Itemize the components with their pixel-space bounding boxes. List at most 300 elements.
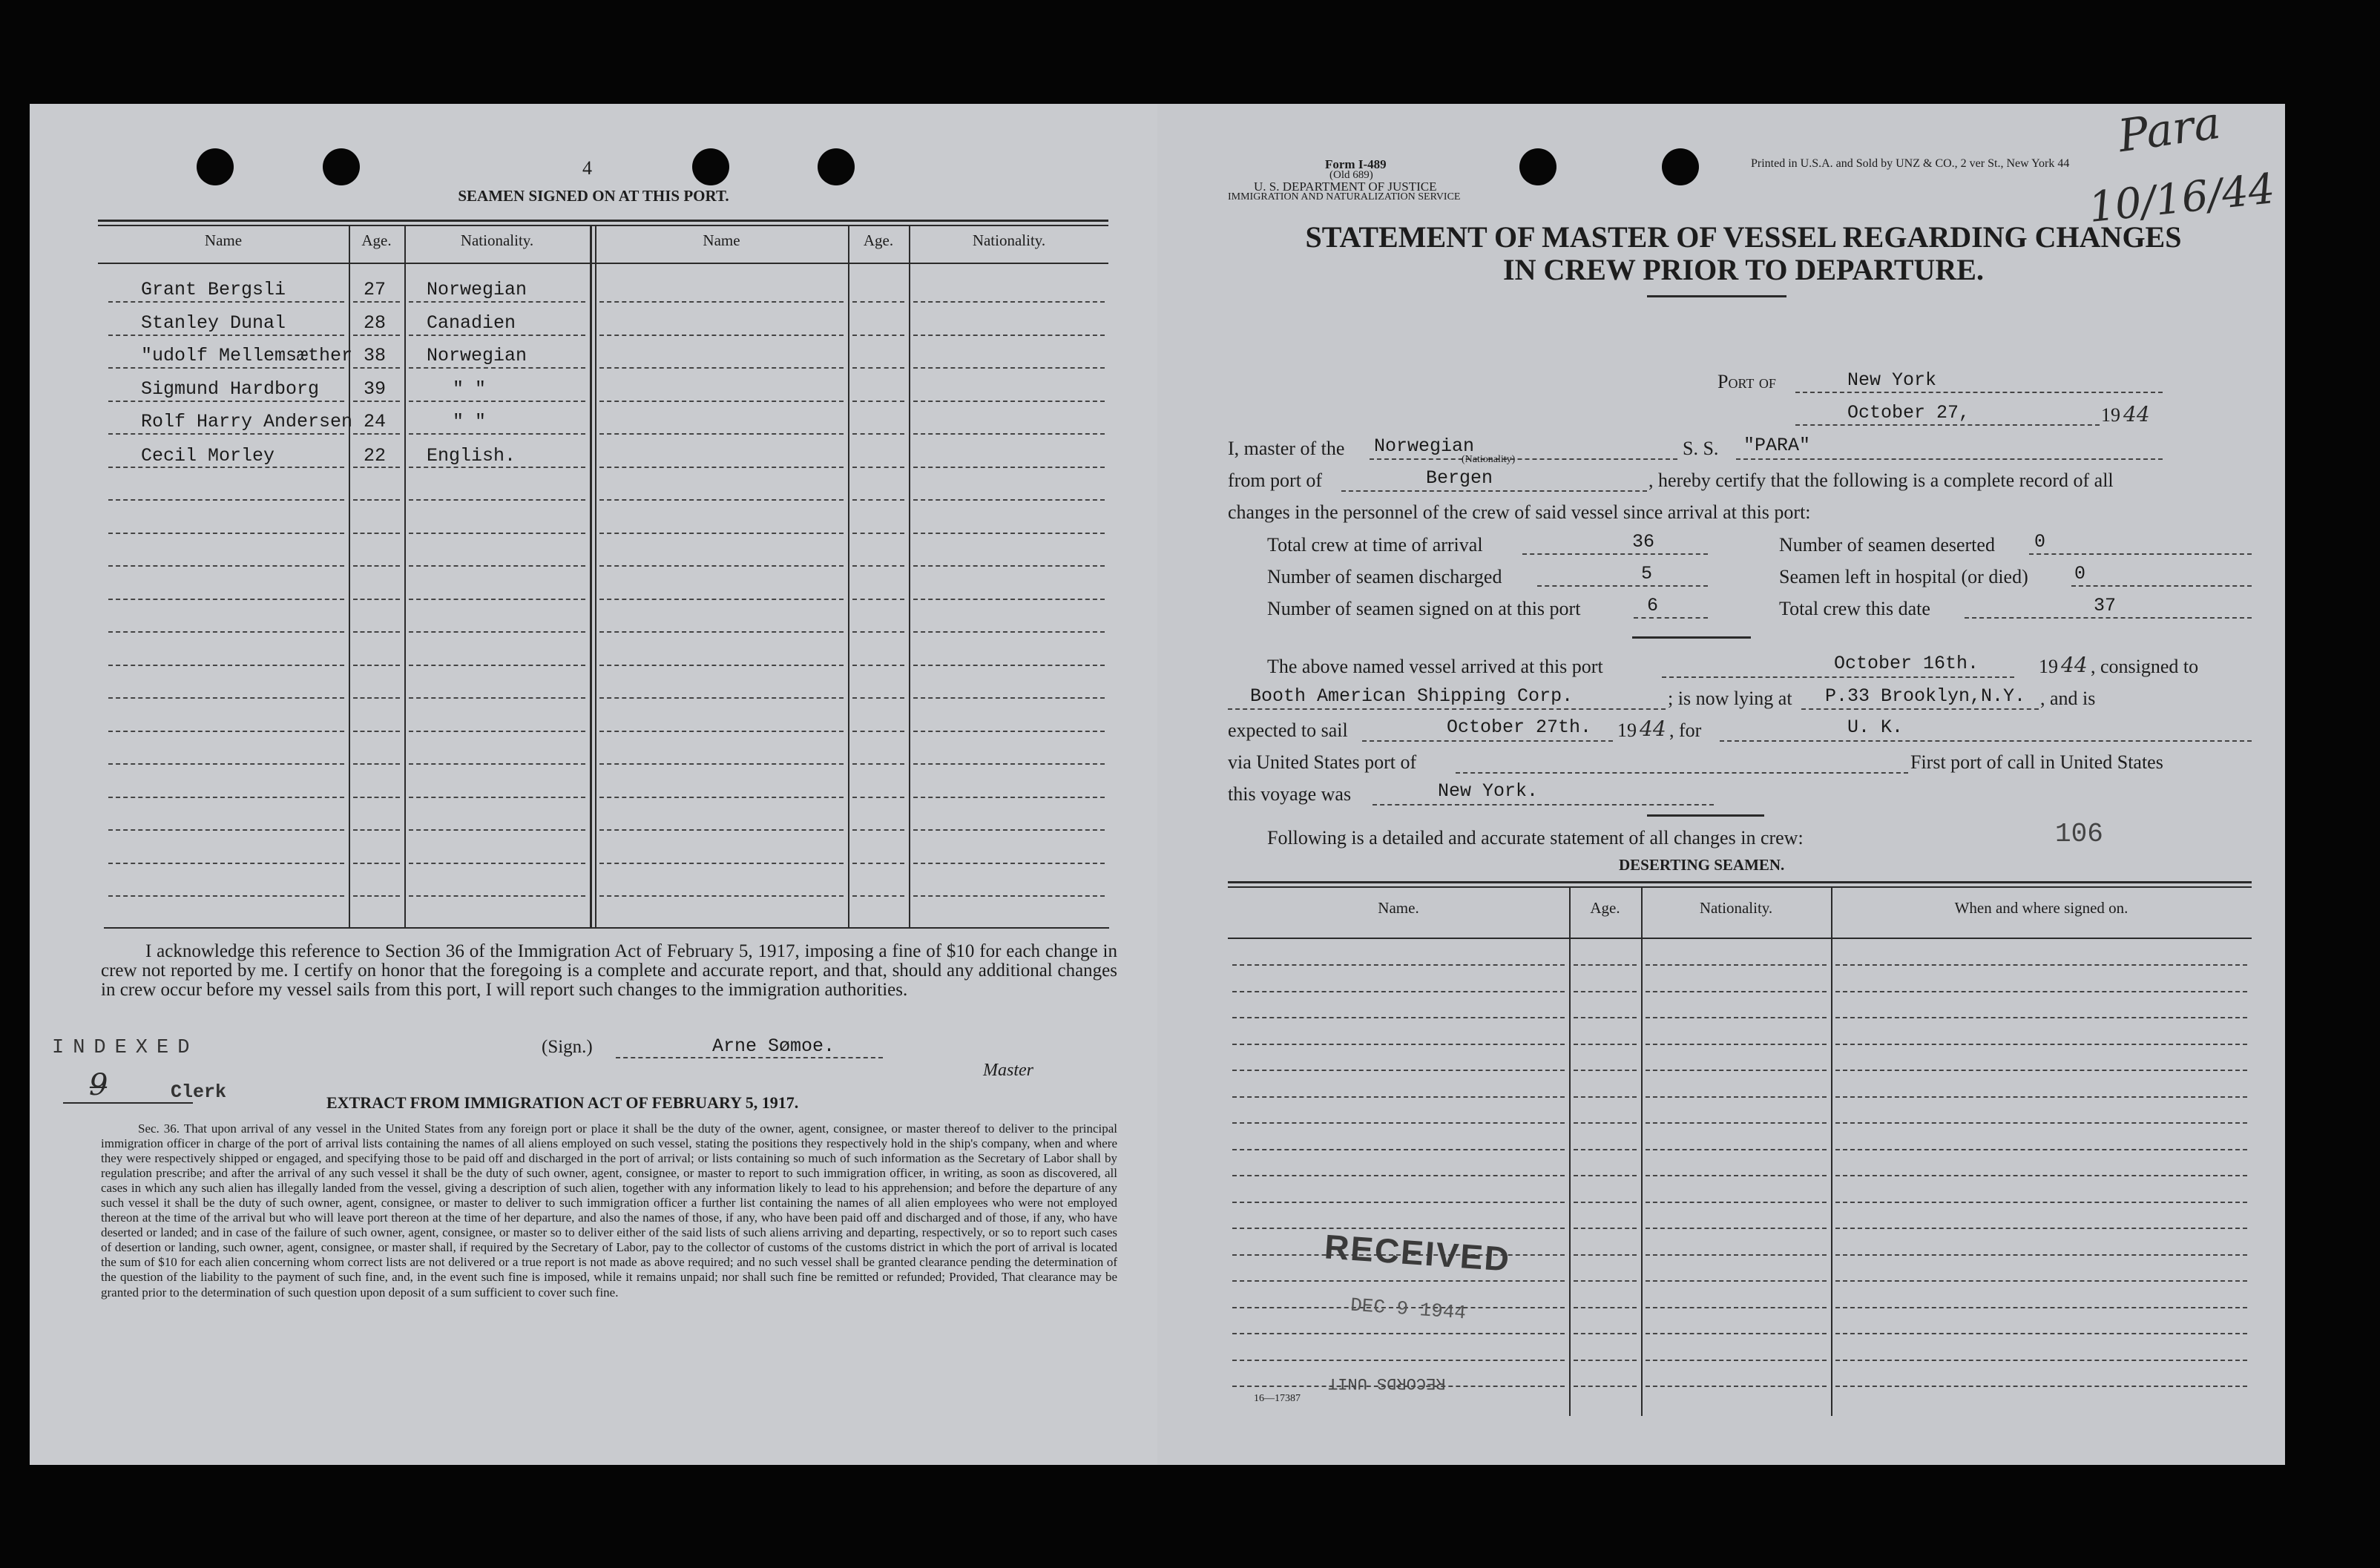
row-line <box>852 731 904 732</box>
row-line <box>1646 1122 1827 1124</box>
row-line <box>599 565 844 567</box>
row-line <box>108 895 344 897</box>
stat-value: 37 <box>2094 595 2117 616</box>
col-divider <box>909 225 910 927</box>
row-line <box>1835 1070 2247 1071</box>
from-port-value: Bergen <box>1426 467 1493 489</box>
port-line <box>1795 392 2163 393</box>
row-line <box>1835 1254 2247 1256</box>
year-prefix: 19 <box>2101 404 2120 426</box>
row-line <box>913 499 1105 501</box>
row-line <box>852 599 904 600</box>
first-port-text: First port of call in United States <box>1910 751 2163 773</box>
row-line <box>108 863 344 864</box>
col-divider <box>349 225 350 927</box>
stats-underline <box>1632 636 1751 639</box>
lying-value: P.33 Brooklyn,N.Y. <box>1825 685 2026 707</box>
handwritten-date: 10/16/44 <box>2086 165 2278 232</box>
row-line <box>1835 1175 2247 1176</box>
page-stamp: 106 <box>2055 819 2103 849</box>
col-header-age: Age. <box>1590 899 1620 917</box>
stat-label: Number of seamen discharged <box>1267 566 1502 587</box>
row-line <box>852 797 904 798</box>
certify-text: , hereby certify that the following is a complete record of all <box>1648 470 2114 491</box>
port-value: New York <box>1847 369 1937 391</box>
row-line <box>599 433 844 435</box>
crew-name: Sigmund Hardborg <box>141 378 320 400</box>
row-line <box>353 401 400 402</box>
year-prefix: 19 <box>1617 719 1637 741</box>
row-line <box>108 599 344 600</box>
arrived-line <box>1662 676 2014 678</box>
year-value: 44 <box>2123 402 2150 426</box>
row-line <box>108 697 344 699</box>
row-line <box>1835 1017 2247 1018</box>
row-line <box>1646 964 1827 966</box>
row-line <box>1646 1228 1827 1229</box>
row-line <box>599 401 844 402</box>
crew-age: 38 <box>364 345 387 366</box>
row-line <box>1835 1096 2247 1098</box>
nationality-caption: (Nationality) <box>1462 454 1516 465</box>
arrived-year: 44 <box>2061 653 2088 677</box>
table-bottom-rule <box>104 927 1109 929</box>
crew-name: Grant Bergsli <box>141 279 286 300</box>
row-line <box>852 467 904 468</box>
row-line <box>1835 1360 2247 1361</box>
row-line <box>1646 1096 1827 1098</box>
left-page <box>30 104 1157 1465</box>
stat-label: Number of seamen deserted <box>1779 534 1995 556</box>
row-line <box>108 631 344 633</box>
stat-line <box>2071 585 2252 587</box>
row-line <box>913 565 1105 567</box>
row-line <box>353 797 400 798</box>
stat-value: 6 <box>1647 595 1659 616</box>
col-divider <box>1641 886 1643 1416</box>
row-line <box>852 499 904 501</box>
row-line <box>409 731 585 732</box>
row-line <box>1574 1122 1637 1124</box>
arrived-text: The above named vessel arrived at this port <box>1267 656 1603 677</box>
row-line <box>599 863 844 864</box>
port-label: Port of <box>1717 371 1776 392</box>
crew-nationality: English. <box>427 445 516 467</box>
row-line <box>852 565 904 567</box>
row-line <box>599 631 844 633</box>
row-line <box>409 797 585 798</box>
row-line <box>1835 1044 2247 1045</box>
row-line <box>913 301 1105 303</box>
row-line <box>913 697 1105 699</box>
row-line <box>1574 1280 1637 1282</box>
header-rule <box>98 263 1108 264</box>
row-line <box>1574 1096 1637 1098</box>
row-line <box>409 599 585 600</box>
nationality-value: Norwegian <box>1374 435 1475 457</box>
stat-label: Total crew at time of arrival <box>1267 534 1483 556</box>
row-line <box>913 599 1105 600</box>
form-title-line1: STATEMENT OF MASTER OF VESSEL REGARDING CHANGES <box>1305 220 2182 254</box>
handwritten-vessel: Para <box>2114 96 2224 163</box>
date-value: October 27, <box>1847 402 1970 424</box>
crew-age: 24 <box>364 411 387 432</box>
row-line <box>1574 1149 1637 1150</box>
vessel-line <box>1736 458 2163 460</box>
row-line <box>1835 1122 2247 1124</box>
master-signature: Arne Sømoe. <box>712 1035 835 1057</box>
row-line <box>1574 1175 1637 1176</box>
row-line <box>1835 991 2247 992</box>
row-line <box>1574 964 1637 966</box>
consignee-line <box>1228 708 1666 710</box>
row-line <box>913 829 1105 831</box>
row-line <box>599 599 844 600</box>
header-rule <box>1228 938 2252 939</box>
destination-line <box>1720 740 2252 742</box>
row-line <box>1574 1228 1637 1229</box>
row-line <box>409 895 585 897</box>
row-line <box>409 665 585 666</box>
row-line <box>852 401 904 402</box>
sail-date: October 27th. <box>1447 717 1592 738</box>
row-line <box>108 565 344 567</box>
stat-value: 0 <box>2034 531 2046 553</box>
vessel-name: "PARA" <box>1743 435 1811 456</box>
row-line <box>1574 1202 1637 1203</box>
master-label: Master <box>983 1061 1033 1080</box>
row-line <box>599 895 844 897</box>
row-line <box>913 895 1105 897</box>
row-line <box>852 335 904 336</box>
ss-label: S. S. <box>1683 438 1719 459</box>
row-line <box>1646 1044 1827 1045</box>
row-line <box>409 433 585 435</box>
row-line <box>599 499 844 501</box>
row-line <box>913 433 1105 435</box>
row-line <box>353 895 400 897</box>
service: IMMIGRATION AND NATURALIZATION SERVICE <box>1228 191 1461 202</box>
page-number: 4 <box>582 157 592 179</box>
punch-hole <box>692 148 729 185</box>
col-header-nationality-2: Nationality. <box>972 231 1046 249</box>
crew-nationality: " " <box>453 411 487 432</box>
row-line <box>913 335 1105 336</box>
from-port-label: from port of <box>1228 470 1323 491</box>
col-header-name: Name <box>204 231 243 249</box>
row-line <box>353 631 400 633</box>
row-line <box>913 665 1105 666</box>
form-old-number: (Old 689) <box>1329 169 1373 181</box>
row-line <box>599 829 844 831</box>
table-top-rule <box>1228 881 2252 883</box>
row-line <box>409 863 585 864</box>
row-line <box>1574 1360 1637 1361</box>
row-line <box>1232 1202 1565 1203</box>
right-page <box>1157 96 2285 1465</box>
row-line <box>1574 1254 1637 1256</box>
row-line <box>1232 1122 1565 1124</box>
row-line <box>353 533 400 534</box>
stat-value: 5 <box>1641 563 1653 584</box>
row-line <box>1232 1228 1565 1229</box>
crew-nationality: Canadien <box>427 312 516 334</box>
row-line <box>1232 1044 1565 1045</box>
row-line <box>1646 1333 1827 1334</box>
clerk-initials: 9̶ <box>89 1068 108 1102</box>
row-line <box>1646 1254 1827 1256</box>
form-title-line2: IN CREW PRIOR TO DEPARTURE. <box>1503 253 1984 286</box>
row-line <box>409 631 585 633</box>
row-line <box>913 533 1105 534</box>
row-line <box>353 565 400 567</box>
clerk-stamp: Clerk <box>171 1081 227 1103</box>
row-line <box>353 829 400 831</box>
stat-line <box>2029 553 2252 555</box>
master-of-label: I, master of the <box>1228 438 1345 459</box>
punch-hole <box>1662 148 1699 185</box>
via-line <box>1456 772 1908 774</box>
sail-date-line <box>1362 740 1613 742</box>
table-heading: SEAMEN SIGNED ON AT THIS PORT. <box>458 187 729 205</box>
col-header-signed-on: When and where signed on. <box>1954 899 2128 917</box>
punch-hole <box>1519 148 1556 185</box>
row-line <box>852 895 904 897</box>
row-line <box>353 863 400 864</box>
row-line <box>852 631 904 633</box>
row-line <box>108 797 344 798</box>
row-line <box>913 367 1105 369</box>
row-line <box>409 335 585 336</box>
col-header-name-2: Name <box>703 231 740 249</box>
voyage-text: this voyage was <box>1228 783 1352 805</box>
col-divider <box>1831 886 1832 1416</box>
row-line <box>852 433 904 435</box>
acknowledgement-text: I acknowledge this reference to Section 36 of the Immigration Act of February 5, 1917, imposing a fine of $10 for each change in crew not reported by me. I certify on honor that the foregoing is a complete and accurate report, and that, should any additional changes in crew occur before my vessel sails from this port, I will report such changes to the immigration authorities. <box>101 941 1117 1000</box>
voyage-line <box>1373 804 1714 806</box>
consigned-text: , consigned to <box>2091 656 2199 677</box>
from-port-line <box>1341 490 1647 492</box>
punch-hole <box>818 148 855 185</box>
row-line <box>108 499 344 501</box>
following-text: Following is a detailed and accurate statement of all changes in crew: <box>1267 827 1804 849</box>
row-line <box>353 731 400 732</box>
year-prefix: 19 <box>2039 656 2058 677</box>
row-line <box>409 301 585 303</box>
col-header-age: Age. <box>361 231 392 249</box>
form-number: Form I-489 <box>1325 157 1387 171</box>
row-line <box>1574 1044 1637 1045</box>
stat-label: Seamen left in hospital (or died) <box>1779 566 2028 587</box>
row-line <box>599 731 844 732</box>
row-line <box>1646 1307 1827 1308</box>
row-line <box>913 401 1105 402</box>
row-line <box>108 335 344 336</box>
crew-nationality: Norwegian <box>427 279 527 300</box>
crew-name: Stanley Dunal <box>141 312 286 334</box>
row-line <box>913 763 1105 765</box>
and-is-text: , and is <box>2040 688 2096 709</box>
row-line <box>599 335 844 336</box>
row-line <box>852 697 904 699</box>
row-line <box>1232 1070 1565 1071</box>
via-text: via United States port of <box>1228 751 1417 773</box>
row-line <box>852 533 904 534</box>
consignee: Booth American Shipping Corp. <box>1250 685 1574 707</box>
row-line <box>852 301 904 303</box>
row-line <box>1646 1175 1827 1176</box>
crew-age: 22 <box>364 445 387 467</box>
row-line <box>1835 1386 2247 1387</box>
col-divider <box>590 225 592 927</box>
row-line <box>852 665 904 666</box>
title-underline <box>1647 295 1786 297</box>
table-top-rule <box>98 220 1108 222</box>
row-line <box>353 763 400 765</box>
stat-line <box>1965 617 2252 619</box>
crew-name: Rolf Harry Andersen <box>141 411 353 432</box>
row-line <box>1646 1360 1827 1361</box>
crew-nationality: Norwegian <box>427 345 527 366</box>
row-line <box>599 697 844 699</box>
records-stamp: RECORDS UNIT <box>1328 1374 1446 1392</box>
nationality-line <box>1370 458 1677 460</box>
row-line <box>1574 1333 1637 1334</box>
row-line <box>1232 1017 1565 1018</box>
expected-text: expected to sail <box>1228 719 1348 741</box>
row-line <box>1646 1202 1827 1203</box>
row-line <box>1646 1386 1827 1387</box>
crew-name: Cecil Morley <box>141 445 275 467</box>
voyage-value: New York. <box>1438 780 1539 802</box>
row-line <box>599 763 844 765</box>
voyage-underline <box>1647 814 1764 817</box>
row-line <box>409 697 585 699</box>
row-line <box>353 499 400 501</box>
row-line <box>108 731 344 732</box>
row-line <box>409 829 585 831</box>
row-line <box>409 533 585 534</box>
printer-note: Printed in U.S.A. and Sold by UNZ & CO., 2 ver St., New York 44 <box>1751 157 2070 170</box>
row-line <box>353 367 400 369</box>
col-header-nationality: Nationality. <box>1699 899 1773 917</box>
stat-line <box>1522 553 1708 555</box>
stat-value: 36 <box>1632 531 1655 553</box>
stat-line <box>1537 585 1708 587</box>
row-line <box>599 665 844 666</box>
crew-age: 27 <box>364 279 387 300</box>
row-line <box>1835 964 2247 966</box>
row-line <box>108 433 344 435</box>
destination: U. K. <box>1847 717 1904 738</box>
row-line <box>409 565 585 567</box>
row-line <box>1835 1149 2247 1150</box>
lying-text: ; is now lying at <box>1668 688 1792 709</box>
received-date-stamp: DEC 9 1944 <box>1350 1294 1467 1325</box>
table-top-rule <box>1228 886 2252 888</box>
row-line <box>353 665 400 666</box>
row-line <box>1646 1070 1827 1071</box>
row-line <box>1574 991 1637 992</box>
table-top-rule <box>98 225 1108 226</box>
row-line <box>353 599 400 600</box>
row-line <box>1835 1333 2247 1334</box>
row-line <box>1835 1280 2247 1282</box>
department: U. S. DEPARTMENT OF JUSTICE <box>1254 179 1437 194</box>
extract-text: Sec. 36. That upon arrival of any vessel in the United States from any foreign port or place it shall be the duty of the owner, agent, consignee, or master thereof to deliver to the principal immigration officer in charge of the port of arrival lists containing the names of all aliens employed on such vessel, stating the positions they respectively hold in the ship's company, when and where they were respectively shipped or engaged, and specifying those to be paid off and discharged in the port of arrival; or lists containing so much of such information as the Secretary of Labor shall by regulation prescribe; and after the arrival of any such vessel it shall be the duty of such owner, agent, consignee, or master to report to such immigration officer, in writing, as soon as discovered, all cases in which any such alien has illegally landed from the vessel, giving a description of such alien, together with any information likely to lead to his apprehension; and before the departure of any such vessel it shall be the duty of such owner, agent, consignee, or master to deliver to such immigration officer a further list containing the names of all alien employees who were not employed thereon at the time of the arrival but who will leave port thereon at the time of her departure, and also the names of those, if any, who have been paid off and discharged and of those, if any, who have deserted or landed; and in case of the failure of such owner, agent, consignee, or master so to deliver either of the said lists of such aliens arriving and departing, respectively, or so to report such cases of desertion or landing, such owner, agent, consignee, or master shall, if required by the Secretary of Labor, pay to the collector of customs of the customs district in which the port of arrival is located the sum of $10 for each alien concerning whom correct lists are not delivered or a true report is not made as above required; and no such vessel shall be granted clearance pending the determination of the question of the liability to the payment of such fine, and, in the event such fine is imposed, while it remains unpaid; nor shall such fine be remitted or refunded; Provided, That clearance may be granted prior to the determination of such question upon deposit of a sum sufficient to cover such fine. <box>101 1121 1117 1299</box>
for-text: , for <box>1669 719 1702 741</box>
row-line <box>599 797 844 798</box>
row-line <box>353 697 400 699</box>
footer-code: 16—17387 <box>1254 1393 1301 1404</box>
row-line <box>913 467 1105 468</box>
row-line <box>108 829 344 831</box>
received-stamp: RECEIVED <box>1323 1227 1512 1279</box>
row-line <box>1835 1202 2247 1203</box>
row-line <box>1646 991 1827 992</box>
stat-value: 0 <box>2074 563 2086 584</box>
row-line <box>1232 1149 1565 1150</box>
row-line <box>1574 1307 1637 1308</box>
row-line <box>1835 1228 2247 1229</box>
row-line <box>353 433 400 435</box>
crew-age: 28 <box>364 312 387 334</box>
stat-line <box>1634 617 1708 619</box>
row-line <box>108 401 344 402</box>
stat-label: Number of seamen signed on at this port <box>1267 598 1581 619</box>
row-line <box>913 631 1105 633</box>
crew-nationality: " " <box>453 378 487 400</box>
row-line <box>353 335 400 336</box>
row-line <box>852 829 904 831</box>
row-line <box>852 763 904 765</box>
row-line <box>1574 1070 1637 1071</box>
row-line <box>353 301 400 303</box>
col-header-nationality: Nationality. <box>460 231 534 249</box>
row-line <box>852 863 904 864</box>
sail-year: 44 <box>1640 717 1666 741</box>
changes-text: changes in the personnel of the crew of said vessel since arrival at this port: <box>1228 501 1811 523</box>
row-line <box>599 467 844 468</box>
col-divider <box>848 225 849 927</box>
lying-line <box>1801 708 2039 710</box>
indexed-stamp: INDEXED <box>52 1037 199 1059</box>
row-line <box>1232 1333 1565 1334</box>
col-divider <box>1569 886 1571 1416</box>
row-line <box>108 533 344 534</box>
row-line <box>913 797 1105 798</box>
arrived-date: October 16th. <box>1834 653 1979 674</box>
row-line <box>108 301 344 303</box>
date-line <box>1795 424 2100 426</box>
crew-age: 39 <box>364 378 387 400</box>
col-divider <box>595 225 596 927</box>
row-line <box>1232 964 1565 966</box>
punch-hole <box>197 148 234 185</box>
row-line <box>108 763 344 765</box>
deserting-heading: DESERTING SEAMEN. <box>1619 856 1785 874</box>
row-line <box>409 367 585 369</box>
row-line <box>599 533 844 534</box>
row-line <box>1232 1280 1565 1282</box>
crew-name: "udolf Mellemsæther <box>141 345 353 366</box>
row-line <box>1232 1360 1565 1361</box>
row-line <box>1232 1175 1565 1176</box>
row-line <box>409 763 585 765</box>
signature-line <box>616 1057 883 1058</box>
col-header-name: Name. <box>1378 899 1419 917</box>
row-line <box>1574 1386 1637 1387</box>
